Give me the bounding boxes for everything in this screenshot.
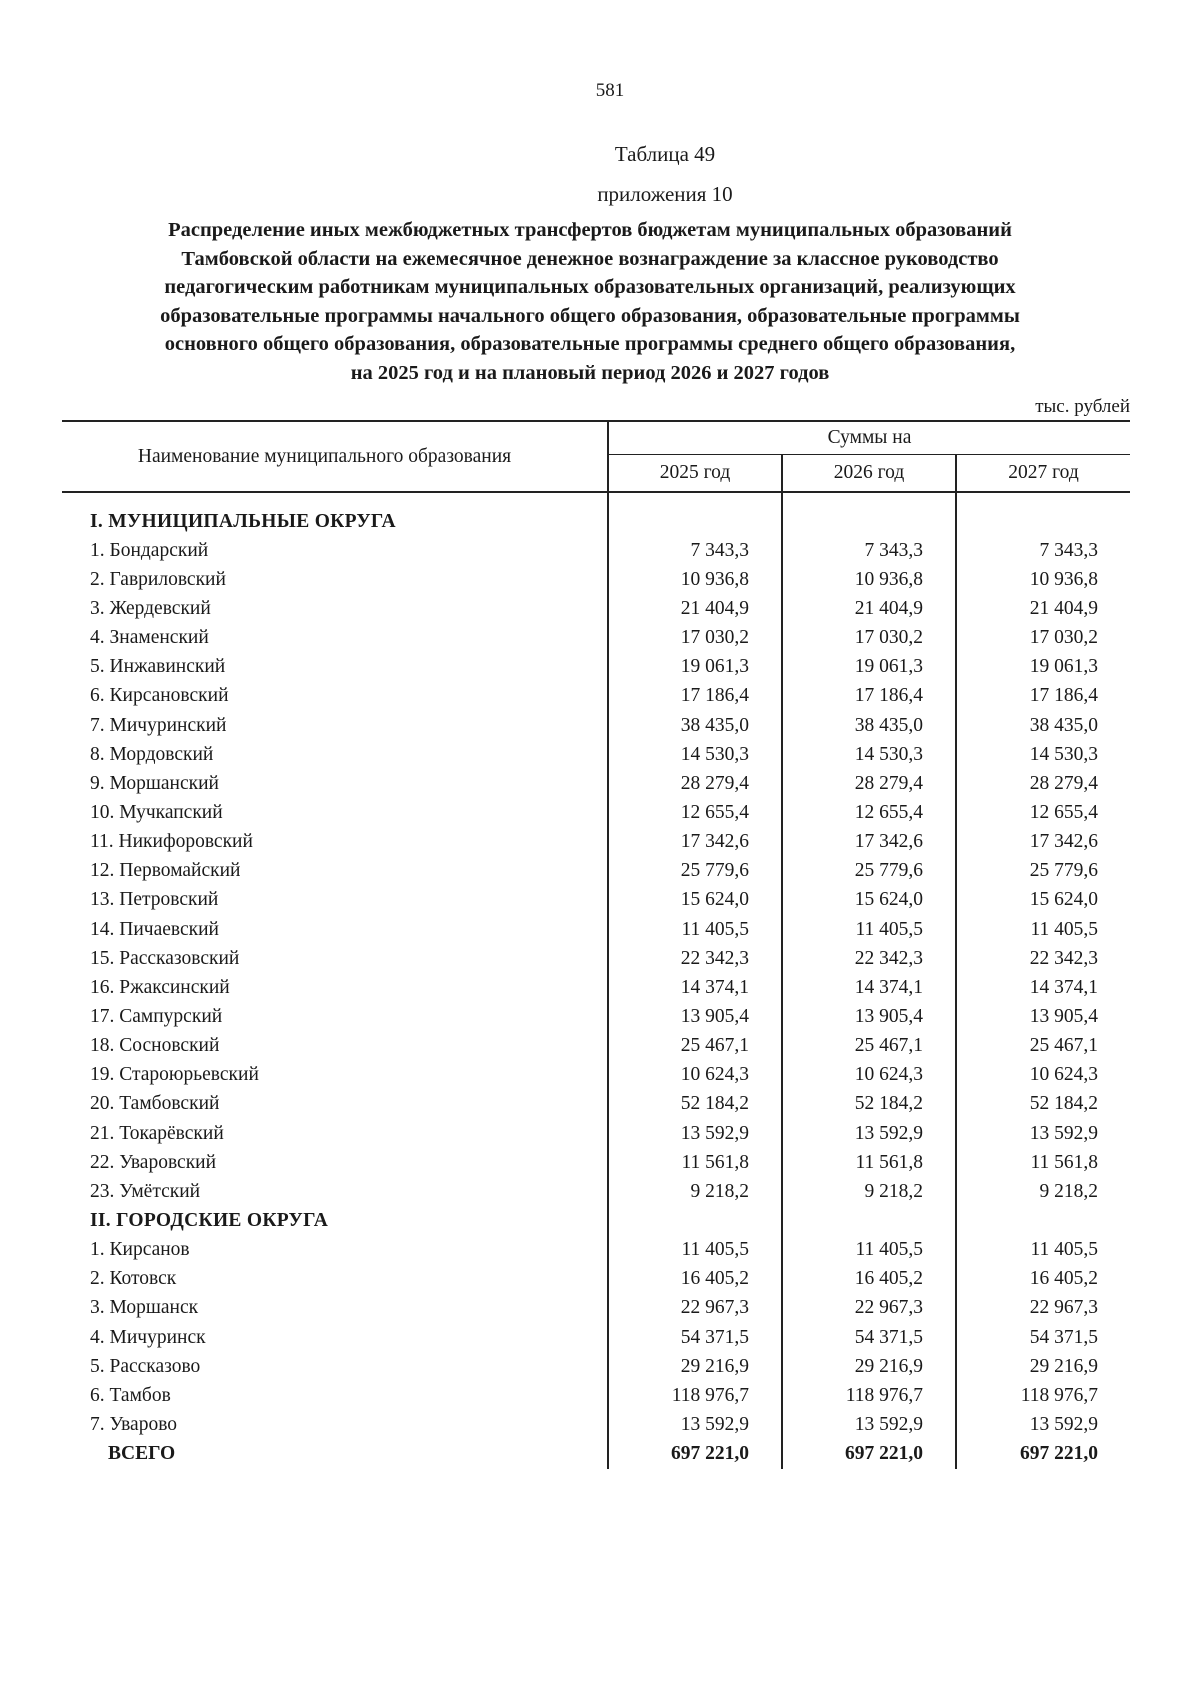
value-2027: 15 624,0 [956, 886, 1130, 915]
value-2027: 22 967,3 [956, 1294, 1130, 1323]
value-2025: 13 592,9 [608, 1410, 782, 1439]
page-number: 581 [595, 80, 625, 101]
value-2025: 118 976,7 [608, 1381, 782, 1410]
value-2027: 52 184,2 [956, 1090, 1130, 1119]
value-2025: 10 936,8 [608, 565, 782, 594]
total-2027: 697 221,0 [956, 1440, 1130, 1469]
table-row [62, 624, 1130, 653]
table-row [62, 1032, 1130, 1061]
value-2025: 10 624,3 [608, 1061, 782, 1090]
value-2025: 13 905,4 [608, 1002, 782, 1031]
document-title [60, 216, 1120, 388]
spacer-cell [956, 492, 1130, 507]
empty-cell [608, 1206, 782, 1235]
value-2027: 19 061,3 [956, 653, 1130, 682]
table-row [62, 1177, 1130, 1206]
empty-cell [956, 507, 1130, 536]
value-2025: 25 467,1 [608, 1032, 782, 1061]
value-2027: 22 342,3 [956, 944, 1130, 973]
value-2027: 54 371,5 [956, 1323, 1130, 1352]
table-row [62, 1352, 1130, 1381]
value-2027: 13 592,9 [956, 1410, 1130, 1439]
table-row [62, 828, 1130, 857]
value-2026: 54 371,5 [782, 1323, 956, 1352]
value-2026: 10 936,8 [782, 565, 956, 594]
value-2026: 25 779,6 [782, 857, 956, 886]
municipality-name: 3. Жердевский [90, 597, 211, 619]
column-header-2027: 2027 год [956, 455, 1130, 493]
value-2025: 9 218,2 [608, 1177, 782, 1206]
title-line: на 2025 год и на плановый период 2026 и 2027 годов [350, 361, 830, 384]
table-row [62, 1381, 1130, 1410]
column-header-name: Наименование муниципального образования [62, 421, 608, 492]
value-2027: 21 404,9 [956, 594, 1130, 623]
value-2025: 52 184,2 [608, 1090, 782, 1119]
municipality-name: 9. Моршанский [90, 772, 219, 794]
column-header-2026: 2026 год [782, 455, 956, 493]
value-2027: 17 186,4 [956, 682, 1130, 711]
value-2026: 10 624,3 [782, 1061, 956, 1090]
value-2026: 16 405,2 [782, 1265, 956, 1294]
total-2026: 697 221,0 [782, 1440, 956, 1469]
title-line: Тамбовской области на ежемесячное денежное вознаграждение за классное руководство [181, 247, 999, 270]
value-2027: 14 530,3 [956, 740, 1130, 769]
municipality-name: 1. Кирсанов [90, 1239, 190, 1261]
section-title: II. ГОРОДСКИЕ ОКРУГА [90, 1209, 329, 1231]
spacer-cell [608, 492, 782, 507]
value-2025: 17 030,2 [608, 624, 782, 653]
total-row [62, 1440, 1130, 1469]
value-2026: 22 342,3 [782, 944, 956, 973]
value-2026: 11 561,8 [782, 1148, 956, 1177]
municipality-name: 10. Мучкапский [90, 801, 223, 823]
empty-cell [782, 1206, 956, 1235]
value-2025: 15 624,0 [608, 886, 782, 915]
column-header-sums: Суммы на [608, 421, 1130, 455]
value-2025: 7 343,3 [608, 536, 782, 565]
value-2026: 13 592,9 [782, 1119, 956, 1148]
municipality-name: 23. Умётский [90, 1180, 201, 1202]
municipality-name: 5. Инжавинский [90, 656, 226, 678]
value-2026: 12 655,4 [782, 798, 956, 827]
municipality-name: 4. Знаменский [90, 627, 209, 649]
value-2025: 21 404,9 [608, 594, 782, 623]
value-2025: 25 779,6 [608, 857, 782, 886]
value-2026: 118 976,7 [782, 1381, 956, 1410]
table-row [62, 594, 1130, 623]
table-row [62, 973, 1130, 1002]
value-2027: 17 030,2 [956, 624, 1130, 653]
municipality-name: 22. Уваровский [90, 1151, 217, 1173]
municipality-name: 20. Тамбовский [90, 1093, 220, 1115]
value-2026: 28 279,4 [782, 769, 956, 798]
value-2027: 25 467,1 [956, 1032, 1130, 1061]
value-2026: 13 592,9 [782, 1410, 956, 1439]
value-2025: 22 342,3 [608, 944, 782, 973]
table-label: Таблица 49 [614, 142, 716, 166]
municipality-name: 6. Тамбов [90, 1384, 171, 1406]
municipality-name: 7. Уварово [90, 1413, 178, 1435]
value-2027: 7 343,3 [956, 536, 1130, 565]
section-row [62, 1206, 1130, 1235]
municipality-name: 7. Мичуринский [90, 714, 227, 736]
value-2027: 29 216,9 [956, 1352, 1130, 1381]
value-2026: 52 184,2 [782, 1090, 956, 1119]
municipality-name: 21. Токарёвский [90, 1122, 224, 1144]
value-2026: 21 404,9 [782, 594, 956, 623]
municipality-name: 11. Никифоровский [90, 831, 253, 853]
table-row [62, 1148, 1130, 1177]
municipality-name: 14. Пичаевский [90, 918, 219, 940]
table-row [62, 1236, 1130, 1265]
municipality-name: 3. Моршанск [90, 1297, 199, 1319]
table-row [62, 1410, 1130, 1439]
municipality-name: 18. Сосновский [90, 1035, 220, 1057]
table-row [62, 740, 1130, 769]
column-header-2025: 2025 год [608, 455, 782, 493]
value-2025: 29 216,9 [608, 1352, 782, 1381]
total-2025: 697 221,0 [608, 1440, 782, 1469]
table-body [62, 492, 1130, 1469]
table-row [62, 653, 1130, 682]
table-row [62, 565, 1130, 594]
value-2026: 17 030,2 [782, 624, 956, 653]
title-line: основного общего образования, образовательные программы среднего общего образования, [164, 333, 1016, 356]
value-2025: 28 279,4 [608, 769, 782, 798]
table-row [62, 886, 1130, 915]
value-2026: 15 624,0 [782, 886, 956, 915]
value-2027: 10 936,8 [956, 565, 1130, 594]
value-2027: 38 435,0 [956, 711, 1130, 740]
value-2027: 11 405,5 [956, 915, 1130, 944]
value-2027: 25 779,6 [956, 857, 1130, 886]
table-row [62, 682, 1130, 711]
value-2025: 13 592,9 [608, 1119, 782, 1148]
value-2026: 9 218,2 [782, 1177, 956, 1206]
table-row [62, 1294, 1130, 1323]
table-row [62, 1002, 1130, 1031]
value-2027: 11 405,5 [956, 1236, 1130, 1265]
value-2026: 7 343,3 [782, 536, 956, 565]
value-2025: 38 435,0 [608, 711, 782, 740]
value-2026: 17 342,6 [782, 828, 956, 857]
municipality-name: 16. Ржаксинский [90, 976, 230, 998]
value-2027: 9 218,2 [956, 1177, 1130, 1206]
transfers-table [62, 420, 1130, 1469]
title-line: образовательные программы начального общего образования, образовательные программы [160, 304, 1020, 327]
table-row [62, 769, 1130, 798]
municipality-name: 12. Первомайский [90, 860, 241, 882]
value-2026: 19 061,3 [782, 653, 956, 682]
spacer-cell [62, 492, 608, 507]
empty-cell [608, 507, 782, 536]
municipality-name: 17. Сампурский [90, 1005, 223, 1027]
municipality-name: 5. Рассказово [90, 1355, 201, 1377]
value-2025: 19 061,3 [608, 653, 782, 682]
value-2026: 25 467,1 [782, 1032, 956, 1061]
municipality-name: 1. Бондарский [90, 539, 209, 561]
municipality-name: 8. Мордовский [90, 743, 214, 765]
section-title: I. МУНИЦИПАЛЬНЫЕ ОКРУГА [90, 510, 396, 532]
value-2026: 22 967,3 [782, 1294, 956, 1323]
table-row [62, 1061, 1130, 1090]
municipality-name: 2. Гавриловский [90, 568, 226, 590]
municipality-name: 4. Мичуринск [90, 1326, 206, 1348]
title-line: педагогическим работникам муниципальных образовательных организаций, реализующих [164, 276, 1016, 299]
table-row [62, 536, 1130, 565]
table-row [62, 1323, 1130, 1352]
table-row [62, 1090, 1130, 1119]
value-2025: 12 655,4 [608, 798, 782, 827]
spacer-cell [782, 492, 956, 507]
value-2025: 17 186,4 [608, 682, 782, 711]
table-row [62, 857, 1130, 886]
table-row [62, 1265, 1130, 1294]
value-2025: 14 530,3 [608, 740, 782, 769]
value-2027: 12 655,4 [956, 798, 1130, 827]
value-2025: 11 405,5 [608, 1236, 782, 1265]
appendix-label: приложения 10 [597, 182, 733, 206]
value-2026: 13 905,4 [782, 1002, 956, 1031]
value-2025: 11 561,8 [608, 1148, 782, 1177]
value-2026: 14 530,3 [782, 740, 956, 769]
empty-cell [782, 507, 956, 536]
value-2027: 13 905,4 [956, 1002, 1130, 1031]
value-2025: 22 967,3 [608, 1294, 782, 1323]
value-2025: 16 405,2 [608, 1265, 782, 1294]
title-line: Распределение иных межбюджетных трансфертов бюджетам муниципальных образований [168, 219, 1012, 241]
value-2027: 11 561,8 [956, 1148, 1130, 1177]
value-2027: 13 592,9 [956, 1119, 1130, 1148]
value-2026: 14 374,1 [782, 973, 956, 1002]
value-2026: 17 186,4 [782, 682, 956, 711]
value-2027: 14 374,1 [956, 973, 1130, 1002]
municipality-name: 19. Староюрьевский [90, 1064, 259, 1086]
section-row [62, 507, 1130, 536]
value-2025: 17 342,6 [608, 828, 782, 857]
units-label: тыс. рублей [1035, 396, 1130, 417]
value-2026: 38 435,0 [782, 711, 956, 740]
total-label: ВСЕГО [108, 1443, 176, 1465]
value-2027: 118 976,7 [956, 1381, 1130, 1410]
empty-cell [956, 1206, 1130, 1235]
table-row [62, 1119, 1130, 1148]
table-row [62, 915, 1130, 944]
value-2027: 16 405,2 [956, 1265, 1130, 1294]
value-2025: 54 371,5 [608, 1323, 782, 1352]
value-2027: 10 624,3 [956, 1061, 1130, 1090]
municipality-name: 2. Котовск [90, 1268, 177, 1290]
municipality-name: 6. Кирсановский [90, 685, 229, 707]
municipality-name: 15. Рассказовский [90, 947, 240, 969]
table-row [62, 944, 1130, 973]
value-2026: 11 405,5 [782, 915, 956, 944]
municipality-name: 13. Петровский [90, 889, 219, 911]
table-row [62, 798, 1130, 827]
value-2026: 11 405,5 [782, 1236, 956, 1265]
spacer-row [62, 492, 1130, 507]
table-row [62, 711, 1130, 740]
value-2027: 28 279,4 [956, 769, 1130, 798]
value-2026: 29 216,9 [782, 1352, 956, 1381]
value-2027: 17 342,6 [956, 828, 1130, 857]
value-2025: 14 374,1 [608, 973, 782, 1002]
value-2025: 11 405,5 [608, 915, 782, 944]
